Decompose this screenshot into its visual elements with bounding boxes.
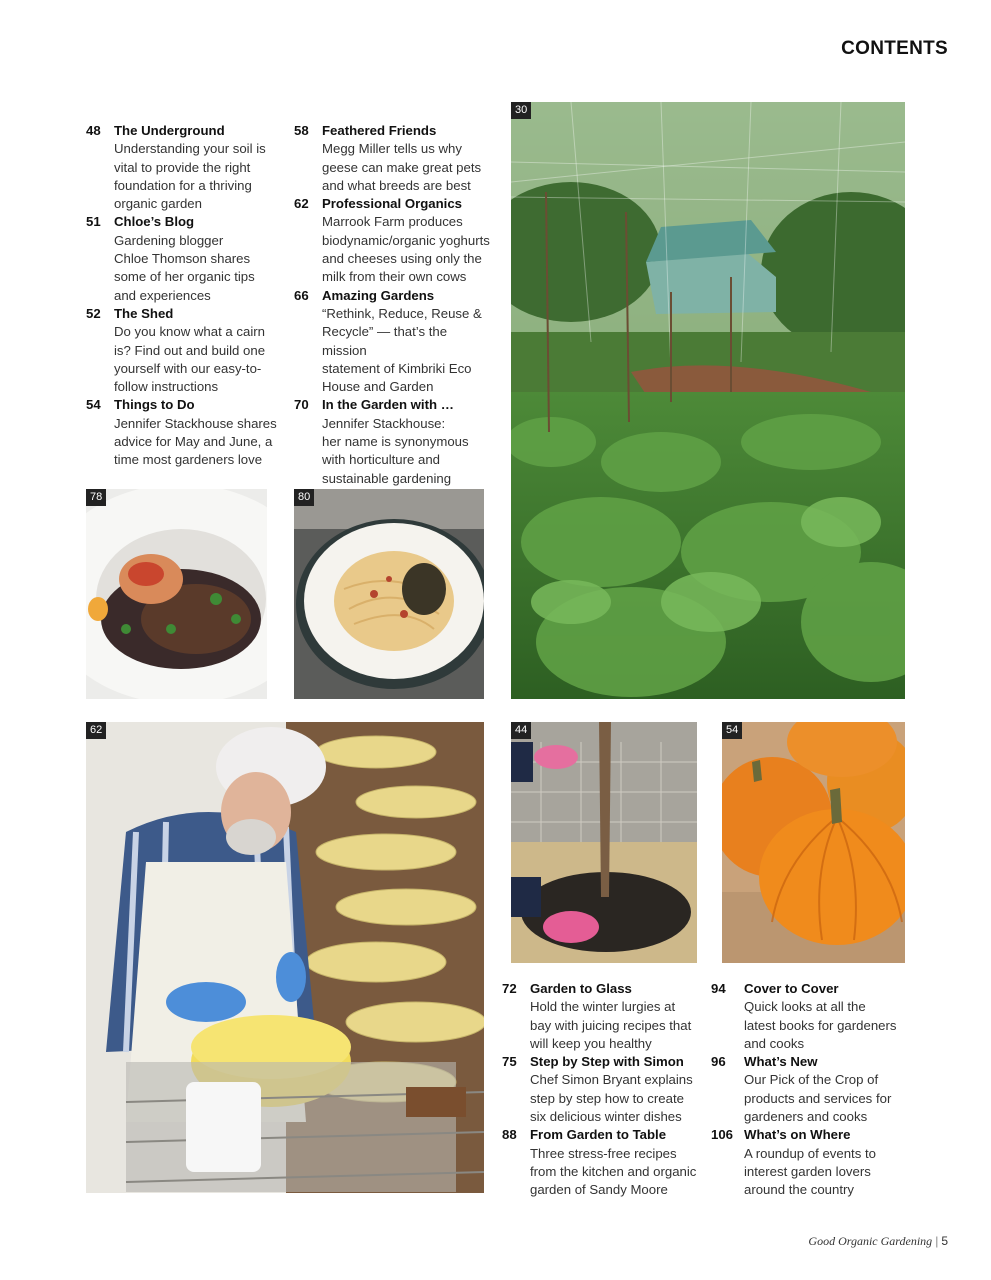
toc-entry-description-line: products and services for — [744, 1090, 892, 1106]
toc-entry-description-line: foundation for a thriving — [114, 177, 252, 193]
toc-entry-body — [744, 1126, 911, 1199]
toc-entry-body — [114, 396, 286, 469]
toc-entry — [502, 1126, 707, 1199]
toc-page-number: 106 — [711, 1127, 734, 1143]
toc-page-number: 48 — [86, 123, 101, 138]
toc-page-number: 52 — [86, 305, 101, 321]
toc-entry-body — [530, 1126, 707, 1199]
toc-entry-description-line: advice for May and June, a — [114, 434, 273, 450]
toc-entry-description-line: will keep you healthy — [530, 1035, 652, 1051]
toc-entry-description-line: and cooks — [744, 1035, 805, 1051]
photo-vegetable-garden — [511, 102, 905, 699]
toc-entry — [294, 195, 494, 286]
toc-entry-description-line: gardeners and cooks — [744, 1109, 868, 1125]
toc-column-left — [86, 122, 286, 470]
toc-entry-description-line: milk from their own cows — [322, 269, 467, 285]
toc-entry — [294, 396, 494, 487]
toc-entry — [294, 122, 494, 195]
toc-entry-description-line: and experiences — [114, 287, 211, 303]
toc-entry-body — [744, 1053, 911, 1126]
toc-entry-body — [530, 1053, 707, 1126]
toc-column-bottom-left — [502, 980, 707, 1200]
toc-page-number: 88 — [502, 1127, 517, 1143]
toc-entry-description-line: is? Find out and build one — [114, 342, 266, 358]
magazine-name: Good Organic Gardening — [808, 1234, 933, 1248]
toc-entry-description-line: Jennifer Stackhouse: — [322, 415, 446, 431]
toc-entry-body — [744, 980, 911, 1053]
toc-entry-body — [322, 287, 494, 397]
toc-entry — [711, 980, 911, 1053]
toc-entry — [502, 980, 707, 1053]
toc-entry-description-line: yourself with our easy-to- — [114, 360, 262, 376]
toc-page-number: 54 — [86, 397, 101, 413]
toc-entry-body — [322, 122, 494, 195]
toc-entry-description-line: with horticulture and — [322, 452, 441, 468]
toc-page-number: 51 — [86, 214, 101, 230]
toc-entry — [86, 396, 286, 469]
page-number-badge: 78 — [86, 489, 106, 506]
toc-entry — [711, 1126, 911, 1199]
toc-entry-description-line: Chef Simon Bryant explains — [530, 1072, 693, 1088]
toc-entry-body — [322, 195, 494, 286]
toc-entry-description-line: latest books for gardeners — [744, 1017, 897, 1033]
toc-entry-title: The Underground — [114, 123, 225, 138]
page-number: 5 — [941, 1234, 948, 1248]
toc-entry-description-line: time most gardeners love — [114, 452, 263, 468]
toc-column-middle — [294, 122, 494, 488]
toc-entry-title: What’s New — [744, 1054, 818, 1070]
toc-entry — [86, 305, 286, 396]
toc-page-number: 94 — [711, 981, 726, 996]
page-number-badge: 80 — [294, 489, 314, 506]
toc-entry-description-line: some of her organic tips — [114, 269, 255, 285]
toc-entry-description-line: bay with juicing recipes that — [530, 1017, 692, 1033]
toc-entry-body — [114, 305, 286, 396]
toc-entry-description-line: House and Garden — [322, 379, 434, 395]
toc-entry-description-line: Jennifer Stackhouse shares — [114, 415, 277, 431]
toc-entry-title: Chloe’s Blog — [114, 214, 195, 230]
toc-entry-title: Garden to Glass — [530, 981, 632, 996]
toc-entry-description-line: “Rethink, Reduce, Reuse & — [322, 305, 482, 321]
toc-entry-body — [114, 213, 286, 304]
toc-entry-description-line: biodynamic/organic yoghurts — [322, 232, 490, 248]
toc-entry-description-line: follow instructions — [114, 379, 219, 395]
toc-page-number: 96 — [711, 1054, 726, 1070]
toc-entry-description-line: statement of Kimbriki Eco — [322, 360, 472, 376]
toc-entry-title: From Garden to Table — [530, 1127, 667, 1143]
toc-entry-title: The Shed — [114, 305, 174, 321]
toc-entry-title: Amazing Gardens — [322, 287, 435, 303]
toc-entry-description-line: Understanding your soil is — [114, 141, 266, 157]
photo-lentil-dish — [86, 489, 267, 699]
toc-entry-description-line: around the country — [744, 1182, 854, 1198]
toc-entry-description-line: interest garden lovers — [744, 1163, 871, 1179]
toc-entry-description-line: Megg Miller tells us why — [322, 141, 462, 157]
page-number-badge: 30 — [511, 102, 531, 119]
toc-entry-description-line: and what breeds are best — [322, 177, 471, 193]
toc-entry-description-line: Recycle” — that’s the mission — [322, 324, 448, 358]
toc-entry-description-line: Chloe Thomson shares — [114, 251, 251, 267]
toc-entry-description-line: her name is synonymous — [322, 434, 469, 450]
toc-entry-title: Feathered Friends — [322, 123, 437, 138]
toc-entry-body — [530, 980, 707, 1053]
toc-entry-description-line: A roundup of events to — [744, 1145, 876, 1161]
toc-entry-description-line: sustainable gardening — [322, 470, 452, 486]
toc-entry-description-line: Our Pick of the Crop of — [744, 1072, 879, 1088]
photo-cheese-maker — [86, 722, 484, 1193]
toc-entry-description-line: Do you know what a cairn — [114, 324, 265, 340]
toc-entry-title: In the Garden with … — [322, 397, 454, 413]
toc-entry-description-line: geese can make great pets — [322, 159, 482, 175]
toc-entry — [86, 213, 286, 304]
toc-entry-description-line: Three stress-free recipes — [530, 1145, 677, 1161]
toc-entry-description-line: organic garden — [114, 196, 202, 212]
toc-entry — [711, 1053, 911, 1126]
toc-entry-description-line: and cheeses using only the — [322, 251, 482, 267]
page-number-badge: 44 — [511, 722, 531, 739]
page-number-badge: 62 — [86, 722, 106, 739]
toc-entry-description-line: step by step how to create — [530, 1090, 684, 1106]
photo-tree-planting — [511, 722, 697, 963]
toc-entry — [294, 287, 494, 397]
footer-separator: | — [935, 1234, 939, 1248]
toc-entry-title: Professional Organics — [322, 196, 462, 212]
page-number-badge: 54 — [722, 722, 742, 739]
photo-pasta-dish — [294, 489, 484, 699]
toc-entry-description-line: garden of Sandy Moore — [530, 1182, 668, 1198]
page-title: CONTENTS — [841, 38, 948, 59]
toc-entry-description-line: Gardening blogger — [114, 232, 224, 248]
toc-page-number: 75 — [502, 1054, 517, 1070]
toc-entry-description-line: Marrook Farm produces — [322, 214, 463, 230]
toc-entry-body — [322, 396, 494, 487]
toc-entry-description-line: Quick looks at all the — [744, 999, 866, 1015]
toc-entry — [86, 122, 286, 213]
toc-entry-title: What’s on Where — [744, 1127, 851, 1143]
toc-page-number: 58 — [294, 123, 309, 138]
toc-column-bottom-right — [711, 980, 911, 1200]
toc-page-number: 62 — [294, 196, 309, 212]
toc-page-number: 72 — [502, 981, 517, 996]
toc-entry-body — [114, 122, 286, 213]
toc-entry — [502, 1053, 707, 1126]
toc-entry-title: Step by Step with Simon — [530, 1054, 684, 1070]
toc-entry-title: Things to Do — [114, 397, 195, 413]
toc-page-number: 70 — [294, 397, 309, 413]
toc-entry-description-line: Hold the winter lurgies at — [530, 999, 676, 1015]
toc-entry-description-line: vital to provide the right — [114, 159, 251, 175]
toc-page-number: 66 — [294, 287, 309, 303]
page-footer — [808, 1234, 948, 1249]
toc-entry-description-line: from the kitchen and organic — [530, 1163, 697, 1179]
toc-entry-description-line: six delicious winter dishes — [530, 1109, 682, 1125]
photo-pumpkins — [722, 722, 905, 963]
toc-entry-title: Cover to Cover — [744, 981, 839, 996]
